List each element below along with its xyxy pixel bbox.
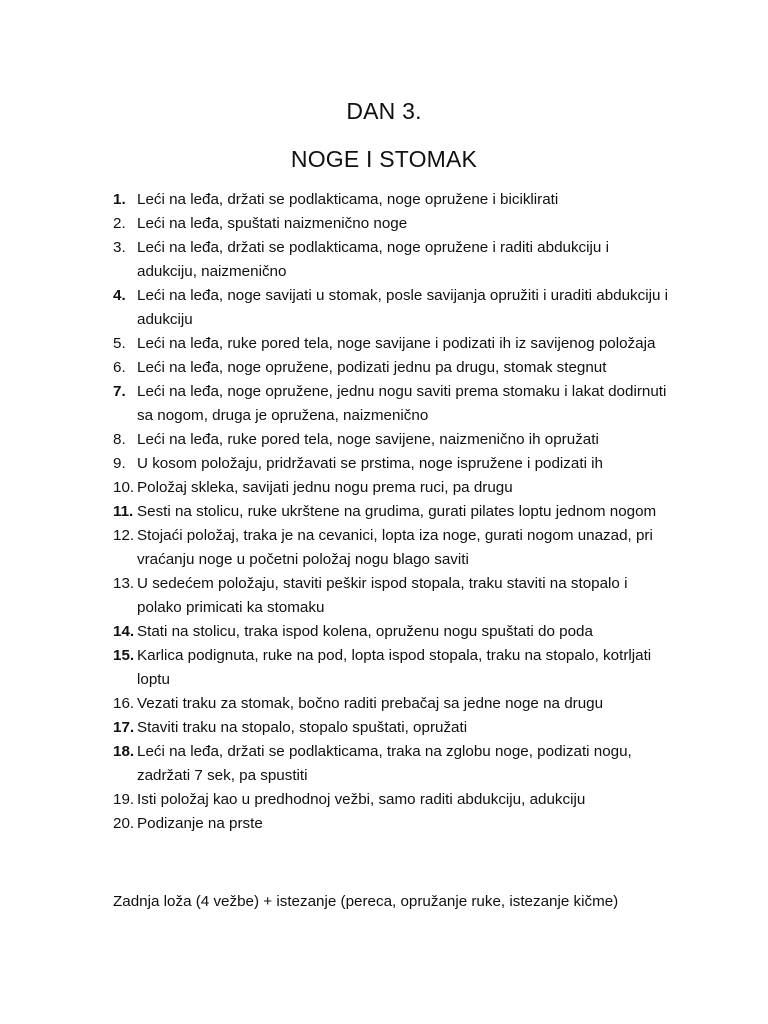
list-item — [113, 740, 673, 788]
list-item — [113, 284, 673, 332]
item-number: 11. — [113, 503, 134, 520]
item-text: U sedećem položaju, staviti peškir ispod stopala, traku staviti na stopalo i polako primicati ka stomaku — [137, 575, 628, 616]
exercise-list — [113, 188, 673, 836]
list-item — [113, 428, 673, 452]
item-text: Isti položaj kao u predhodnoj vežbi, samo raditi abdukciju, adukciju — [137, 791, 586, 808]
item-number: 17. — [113, 719, 135, 736]
list-item — [113, 380, 673, 428]
item-text: Leći na leđa, držati se podlakticama, traka na zglobu noge, podizati nogu, zadržati 7 sek, pa spustiti — [137, 743, 632, 784]
list-item — [113, 572, 673, 620]
item-number: 10. — [113, 479, 135, 496]
list-item — [113, 692, 673, 716]
item-number: 5. — [113, 335, 126, 352]
item-text: Leći na leđa, spuštati naizmenično noge — [137, 215, 408, 232]
item-text: Stojaći položaj, traka je na cevanici, lopta iza noge, gurati nogom unazad, pri vraćanju noge u početni položaj nogu blago saviti — [137, 527, 653, 568]
item-text: Vezati traku za stomak, bočno raditi prebačaj sa jedne noge na drugu — [137, 695, 604, 712]
item-number: 9. — [113, 455, 126, 472]
item-text: Stati na stolicu, traka ispod kolena, opruženu nogu spuštati do poda — [137, 623, 593, 640]
item-number: 15. — [113, 647, 135, 664]
list-item — [113, 356, 673, 380]
item-text: Leći na leđa, noge opružene, podizati jednu pa drugu, stomak stegnut — [137, 359, 607, 376]
item-number: 3. — [113, 239, 126, 256]
item-number: 8. — [113, 431, 126, 448]
list-item — [113, 452, 673, 476]
footer-note: Zadnja loža (4 vežbe) + istezanje (pereca, opružanje ruke, istezanje kičme) — [113, 893, 619, 910]
item-text: U kosom položaju, pridržavati se prstima, noge ispružene i podizati ih — [137, 455, 603, 472]
item-number: 6. — [113, 359, 126, 376]
item-number: 16. — [113, 695, 135, 712]
item-text: Leći na leđa, noge opružene, jednu nogu saviti prema stomaku i lakat dodirnuti sa nogom, druga je opružena, naizmenično — [137, 383, 667, 424]
item-text: Staviti traku na stopalo, stopalo spuštati, opružati — [137, 719, 468, 736]
list-item — [113, 620, 673, 644]
list-item — [113, 644, 673, 692]
item-number: 1. — [113, 191, 126, 208]
item-text: Leći na leđa, ruke pored tela, noge savijane i podizati ih iz savijenog položaja — [137, 335, 656, 352]
list-item — [113, 212, 673, 236]
item-number: 4. — [113, 287, 126, 304]
list-item — [113, 188, 673, 212]
item-number: 20. — [113, 815, 135, 832]
list-item — [113, 500, 673, 524]
page-title: DAN 3. — [346, 98, 422, 124]
item-text: Podizanje na prste — [137, 815, 263, 832]
page-subtitle: NOGE I STOMAK — [290, 146, 478, 172]
item-text: Položaj skleka, savijati jednu nogu prema ruci, pa drugu — [137, 479, 513, 496]
list-item — [113, 236, 673, 284]
item-number: 14. — [113, 623, 135, 640]
item-number: 13. — [113, 575, 135, 592]
item-text: Sesti na stolicu, ruke ukrštene na grudima, gurati pilates loptu jednom nogom — [137, 503, 657, 520]
item-number: 19. — [113, 791, 135, 808]
item-number: 18. — [113, 743, 135, 760]
list-item — [113, 476, 673, 500]
list-item — [113, 332, 673, 356]
item-text: Karlica podignuta, ruke na pod, lopta ispod stopala, traku na stopalo, kotrljati loptu — [137, 647, 652, 688]
item-number: 2. — [113, 215, 126, 232]
list-item — [113, 716, 673, 740]
list-item — [113, 812, 673, 836]
list-item — [113, 788, 673, 812]
item-text: Leći na leđa, držati se podlakticama, noge opružene i biciklirati — [137, 191, 559, 208]
item-number: 7. — [113, 383, 126, 400]
list-item — [113, 524, 673, 572]
item-text: Leći na leđa, ruke pored tela, noge savijene, naizmenično ih opružati — [137, 431, 599, 448]
item-text: Leći na leđa, noge savijati u stomak, posle savijanja opružiti i uraditi abdukciju i adukciju — [137, 287, 669, 328]
item-number: 12. — [113, 527, 135, 544]
item-text: Leći na leđa, držati se podlakticama, noge opružene i raditi abdukciju i adukciju, naizmenično — [137, 239, 609, 280]
